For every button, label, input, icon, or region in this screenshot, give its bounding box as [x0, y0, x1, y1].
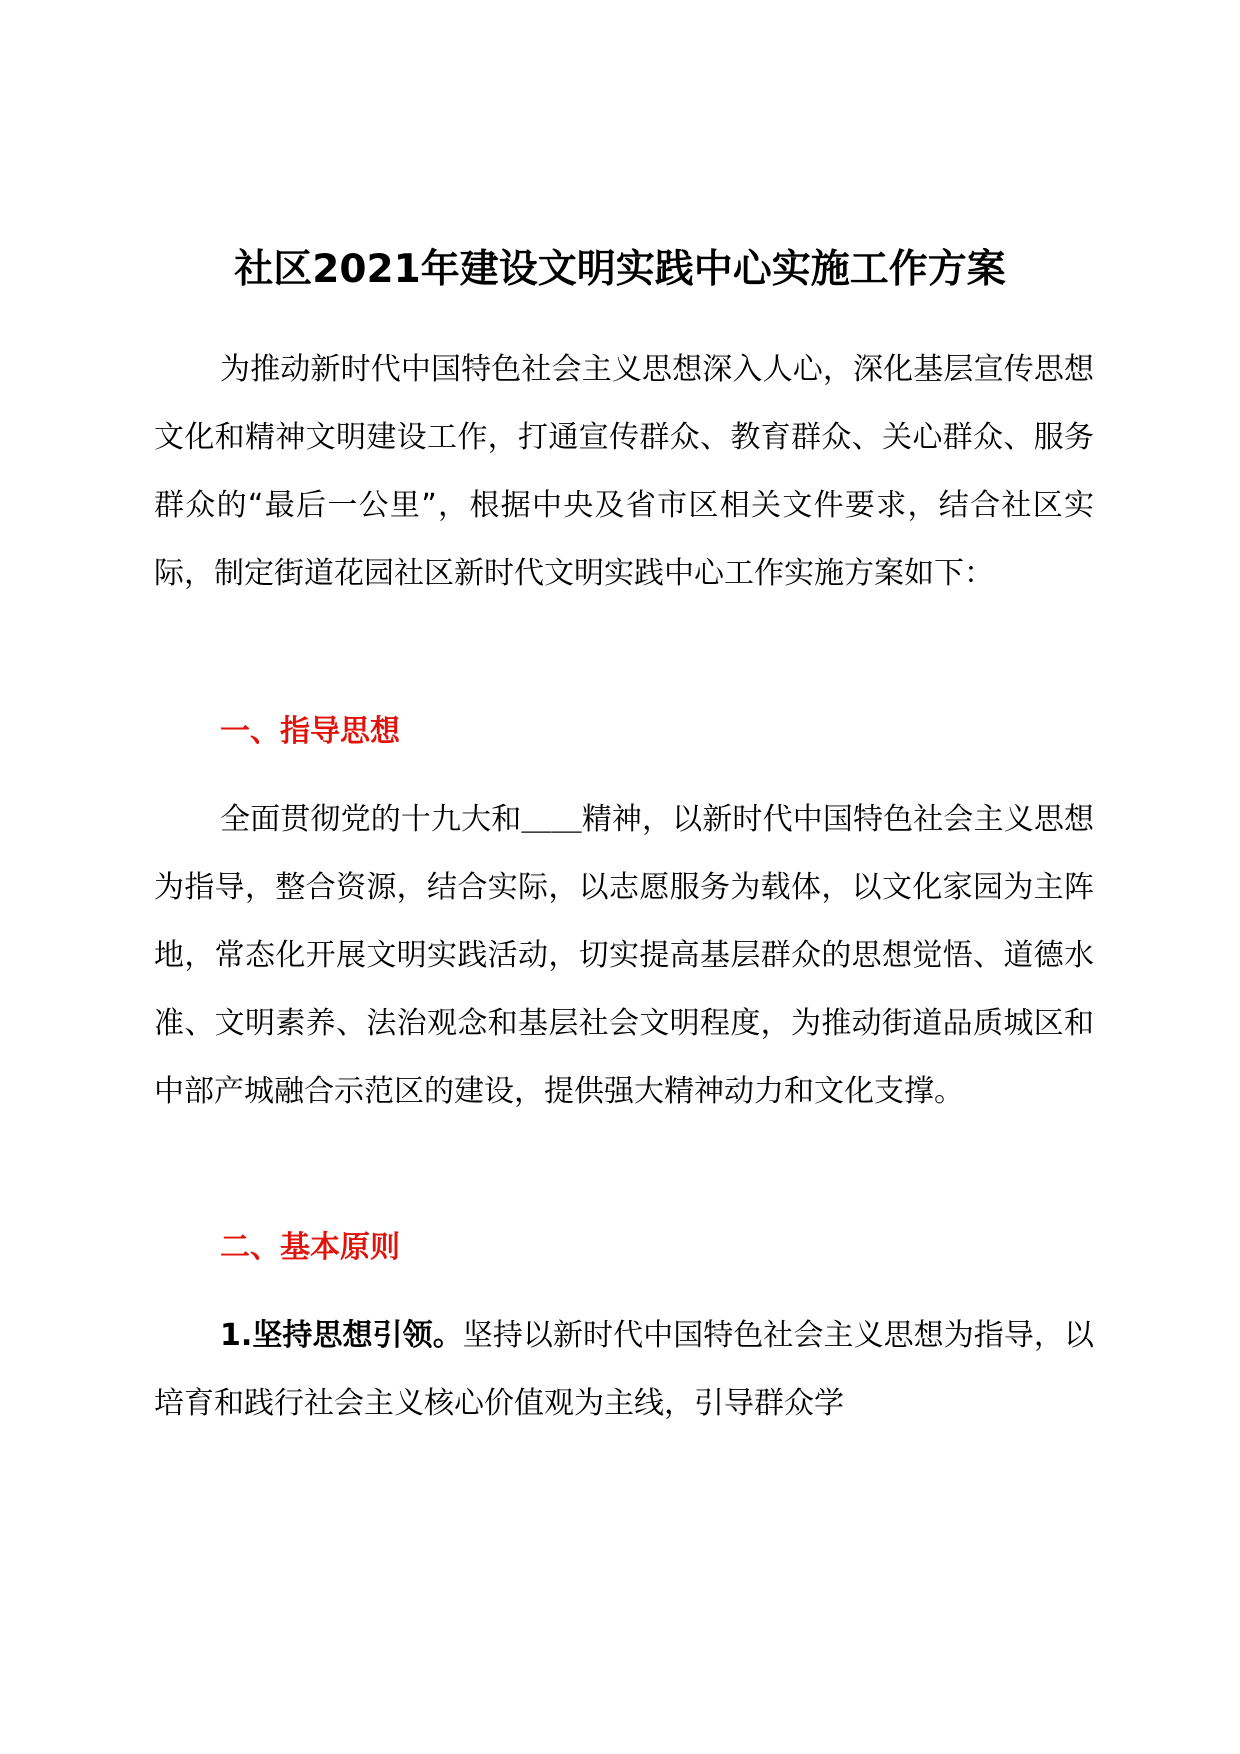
principle-item-text: 坚持以新时代中国特色社会主义思想为指导，以培育和践行社会主义核心价值观为主线，引导群众学	[154, 1318, 1094, 1421]
guiding-ideology-paragraph: 全面贯彻党的十九大和＿＿精神，以新时代中国特色社会主义思想为指导，整合资源，结合实际，以志愿服务为载体，以文化家园为主阵地，常态化开展文明实践活动，切实提高基层群众的思想觉悟、道德水准、文明素养、法治观念和基层社会文明程度，为推动街道品质城区和中部产城融合示范区的建设，提供强大精神动力和文化支撑。	[154, 802, 1094, 1109]
section-heading-guiding-ideology: 一、指导思想	[220, 714, 400, 749]
principle-item-lead: 1.坚持思想引领。	[220, 1318, 463, 1353]
section-heading-basic-principles: 二、基本原则	[220, 1230, 400, 1265]
document-title: 社区2021年建设文明实践中心实施工作方案	[234, 247, 1006, 292]
intro-paragraph: 为推动新时代中国特色社会主义思想深入人心，深化基层宣传思想文化和精神文明建设工作，打通宣传群众、教育群众、关心群众、服务群众的“最后一公里”，根据中央及省市区相关文件要求，结合社区实际，制定街道花园社区新时代文明实践中心工作实施方案如下：	[154, 352, 1094, 591]
principle-item-1	[154, 1302, 1094, 1438]
